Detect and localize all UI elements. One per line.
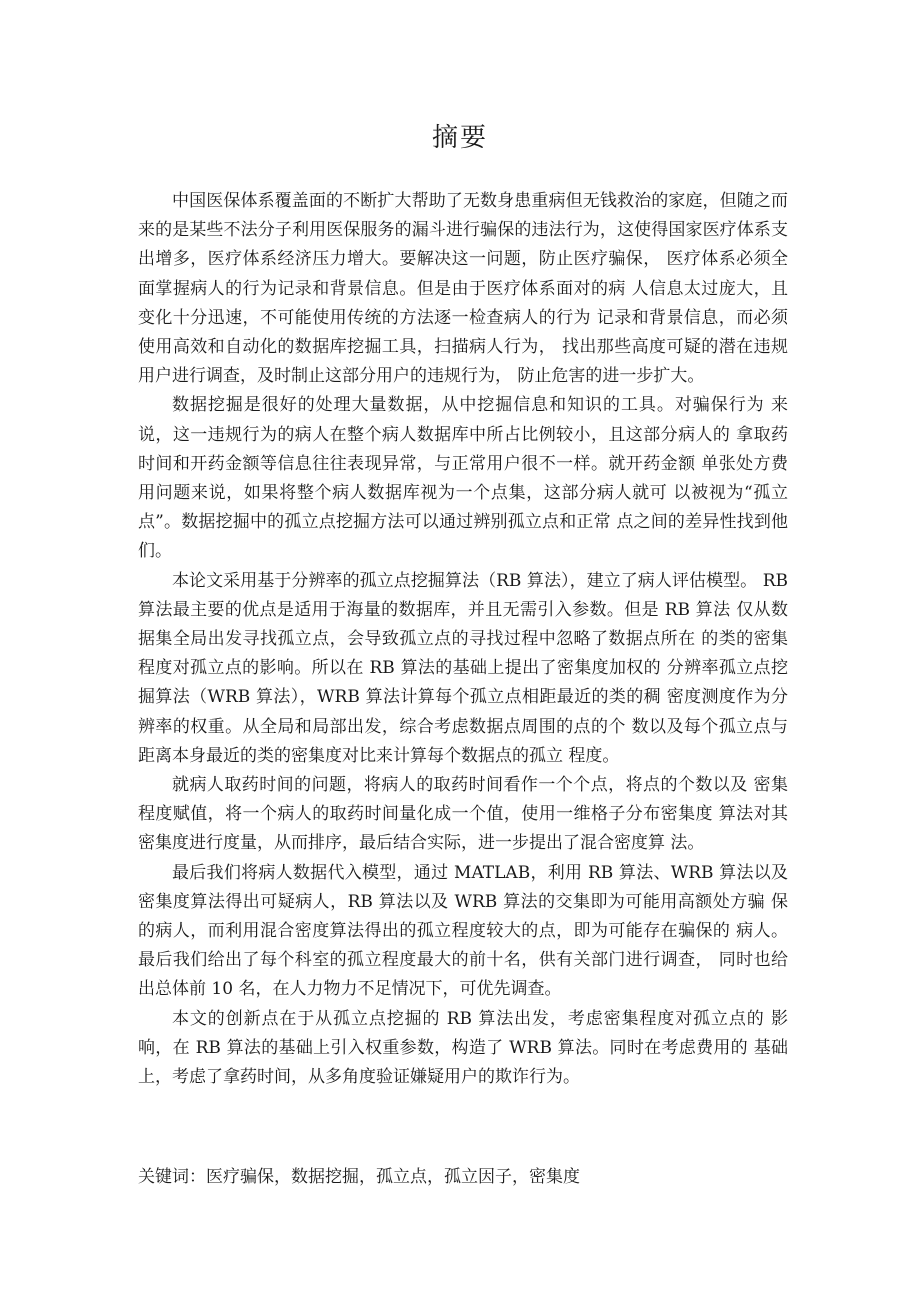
paragraph-1: 中国医保体系覆盖面的不断扩大帮助了无数身患重病但无钱救治的家庭，但随之而来的是某些不法分子利用医保服务的漏斗进行骗保的违法行为，这使得国家医疗体系支出增多，医疗体系经济压力增大。要解决这一问题，防止医疗骗保， 医疗体系必须全面掌握病人的行为记录和背景信息。但是由于医疗体系面对的病 人信息太过庞大，且变化十分迅速，不可能使用传统的方法逐一检查病人的行为 记录和背景信息，而必须使用高效和自动化的数据库挖掘工具，扫描病人行为， 找出那些高度可疑的潜在违规用户进行调查，及时制止这部分用户的违规行为， 防止危害的进一步扩大。 xyxy=(138,191,788,387)
keywords-line: 关键词：医疗骗保，数据挖掘，孤立点，孤立因子，密集度 xyxy=(138,1167,580,1187)
page-title: 摘要 xyxy=(431,123,488,153)
paragraph-3: 本论文采用基于分辨率的孤立点挖掘算法（RB 算法），建立了病人评估模型。 RB 算法最主要的优点是适用于海量的数据库，并且无需引入参数。但是 RB 算法 仅从数据集全局出发寻找孤立点，会导致孤立点的寻找过程中忽略了数据点所在 的类的密集程度对孤立点的影响。所以在 RB 算法的基础上提出了密集度加权的 分辨率孤立点挖掘算法（WRB 算法），WRB 算法计算每个孤立点相距最近的类的稠 密度测度作为分辨率的权重。从全局和局部出发，综合考虑数据点周围的点的个 数以及每个孤立点与距离本身最近的类的密集度对比来计算每个数据点的孤立 程度。 xyxy=(138,570,788,766)
abstract-body xyxy=(138,187,788,1092)
paragraph-4: 就病人取药时间的问题，将病人的取药时间看作一个个点，将点的个数以及 密集程度赋值，将一个病人的取药时间量化成一个值，使用一维格子分布密集度 算法对其密集度进行度量，从而排序，最后结合实际，进一步提出了混合密度算 法。 xyxy=(138,775,788,854)
paragraph-6: 本文的创新点在于从孤立点挖掘的 RB 算法出发，考虑密集程度对孤立点的 影响，在 RB 算法的基础上引入权重参数，构造了 WRB 算法。同时在考虑费用的 基础上，考虑了拿药时间，从多角度验证嫌疑用户的欺诈行为。 xyxy=(138,1008,788,1088)
paragraph-5: 最后我们将病人数据代入模型，通过 MATLAB，利用 RB 算法、WRB 算法以及 密集度算法得出可疑病人，RB 算法以及 WRB 算法的交集即为可能用高额处方骗 保的病人，而利用混合密度算法得出的孤立程度较大的点，即为可能存在骗保的 病人。最后我们给出了每个科室的孤立程度最大的前十名，供有关部门进行调查， 同时也给出总体前 10 名，在人力物力不足情况下，可优先调查。 xyxy=(138,862,788,1000)
paragraph-2: 数据挖掘是很好的处理大量数据，从中挖掘信息和知识的工具。对骗保行为 来说，这一违规行为的病人在整个病人数据库中所占比例较小，且这部分病人的 拿取药时间和开药金额等信息往往表现异常，与正常用户很不一样。就开药金额 单张处方费用问题来说，如果将整个病人数据库视为一个点集，这部分病人就可 以被视为“孤立点”。数据挖掘中的孤立点挖掘方法可以通过辨别孤立点和正常 点之间的差异性找到他们。 xyxy=(138,395,788,562)
